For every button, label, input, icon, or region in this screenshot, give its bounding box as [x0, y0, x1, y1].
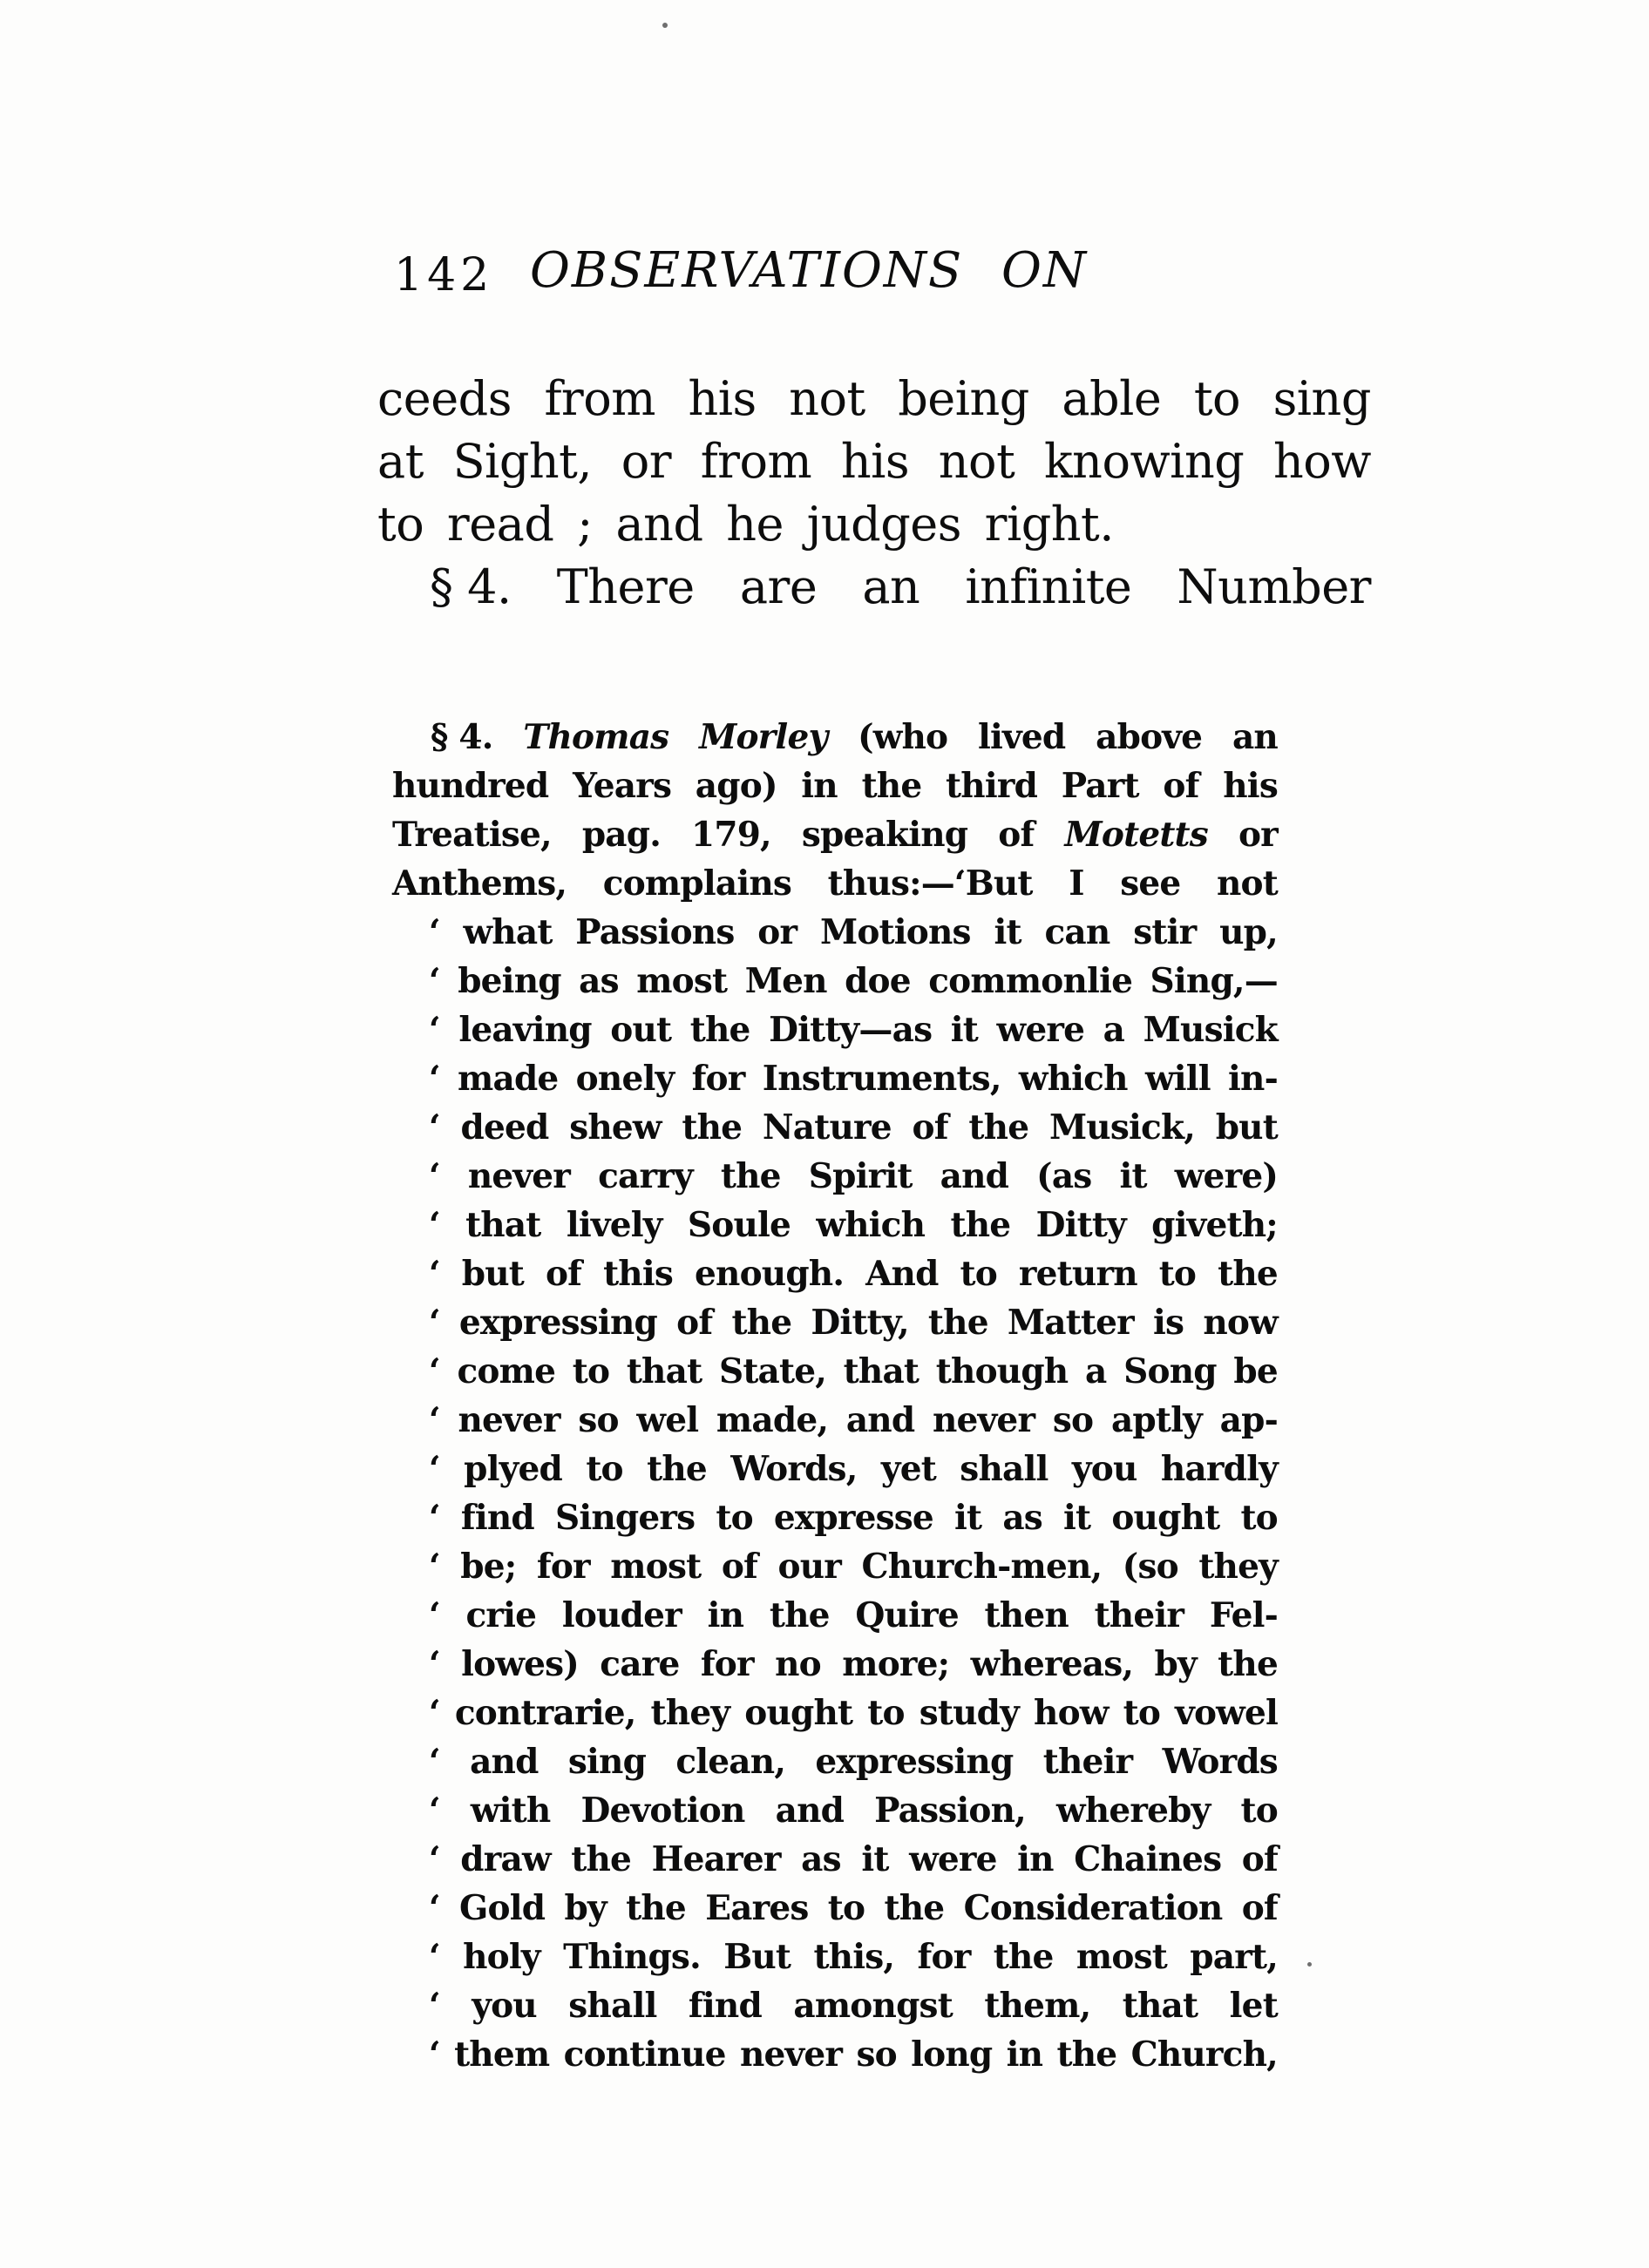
- main-text-block: [377, 368, 1371, 619]
- text-line: ‘ that lively Soule which the Ditty giveth;: [429, 1205, 1278, 1245]
- text-line: ‘ with Devotion and Passion, whereby to: [429, 1791, 1278, 1831]
- text-line: ‘ lowes) care for no more; whereas, by the: [429, 1644, 1278, 1684]
- scan-speck: [1307, 1962, 1312, 1967]
- text-line: Treatise, pag. 179, speaking of Motetts or: [392, 815, 1278, 855]
- text-line: ‘ be; for most of our Church-men, (so they: [429, 1547, 1278, 1587]
- text-line: ‘ expressing of the Ditty, the Matter is now: [429, 1303, 1278, 1343]
- text-line: ‘ contrarie, they ought to study how to vowel: [429, 1693, 1278, 1733]
- text-line: ‘ but of this enough. And to return to the: [429, 1254, 1278, 1294]
- footnote-block: [392, 713, 1278, 2079]
- text-line: ‘ holy Things. But this, for the most part,: [429, 1937, 1278, 1977]
- text-line: ‘ never carry the Spirit and (as it were): [429, 1156, 1278, 1196]
- text-line: ‘ find Singers to expresse it as it ought to: [429, 1498, 1278, 1538]
- text-line: ‘ you shall find amongst them, that let: [429, 1986, 1278, 2026]
- text-line: ‘ crie louder in the Quire then their Fel-: [429, 1595, 1278, 1635]
- scan-speck: [662, 23, 668, 28]
- text-line: hundred Years ago) in the third Part of his: [392, 766, 1278, 806]
- running-title: OBSERVATIONS ON: [530, 242, 1088, 299]
- text-line: ‘ being as most Men doe commonlie Sing,—: [429, 961, 1278, 1001]
- page-number: 142: [394, 249, 494, 301]
- page-header: [0, 242, 1649, 312]
- text-line: ‘ Gold by the Eares to the Consideration of: [429, 1888, 1278, 1928]
- text-line: ‘ plyed to the Words, yet shall you hardly: [429, 1449, 1278, 1489]
- text-line: Anthems, complains thus:—‘But I see not: [392, 863, 1278, 904]
- text-line: to read ; and he judges right.: [377, 497, 1114, 552]
- text-line: at Sight, or from his not knowing how: [377, 434, 1371, 489]
- text-line: ‘ deed shew the Nature of the Musick, but: [429, 1107, 1278, 1148]
- text-line: ‘ what Passions or Motions it can stir up,: [429, 912, 1278, 952]
- text-line: ‘ leaving out the Ditty—as it were a Musick: [429, 1010, 1278, 1050]
- text-line: ‘ never so wel made, and never so aptly ap-: [429, 1400, 1278, 1440]
- text-line: § 4. There are an infinite Number: [430, 559, 1371, 614]
- text-line: ‘ made onely for Instruments, which will in-: [429, 1059, 1278, 1099]
- text-line: § 4. Thomas Morley (who lived above an: [431, 717, 1278, 757]
- text-line: ‘ come to that State, that though a Song be: [429, 1351, 1278, 1391]
- text-line: ‘ and sing clean, expressing their Words: [429, 1742, 1278, 1782]
- text-line: ceeds from his not being able to sing: [377, 371, 1371, 426]
- text-line: ‘ them continue never so long in the Church,: [429, 2034, 1278, 2075]
- text-line: ‘ draw the Hearer as it were in Chaines of: [429, 1839, 1278, 1879]
